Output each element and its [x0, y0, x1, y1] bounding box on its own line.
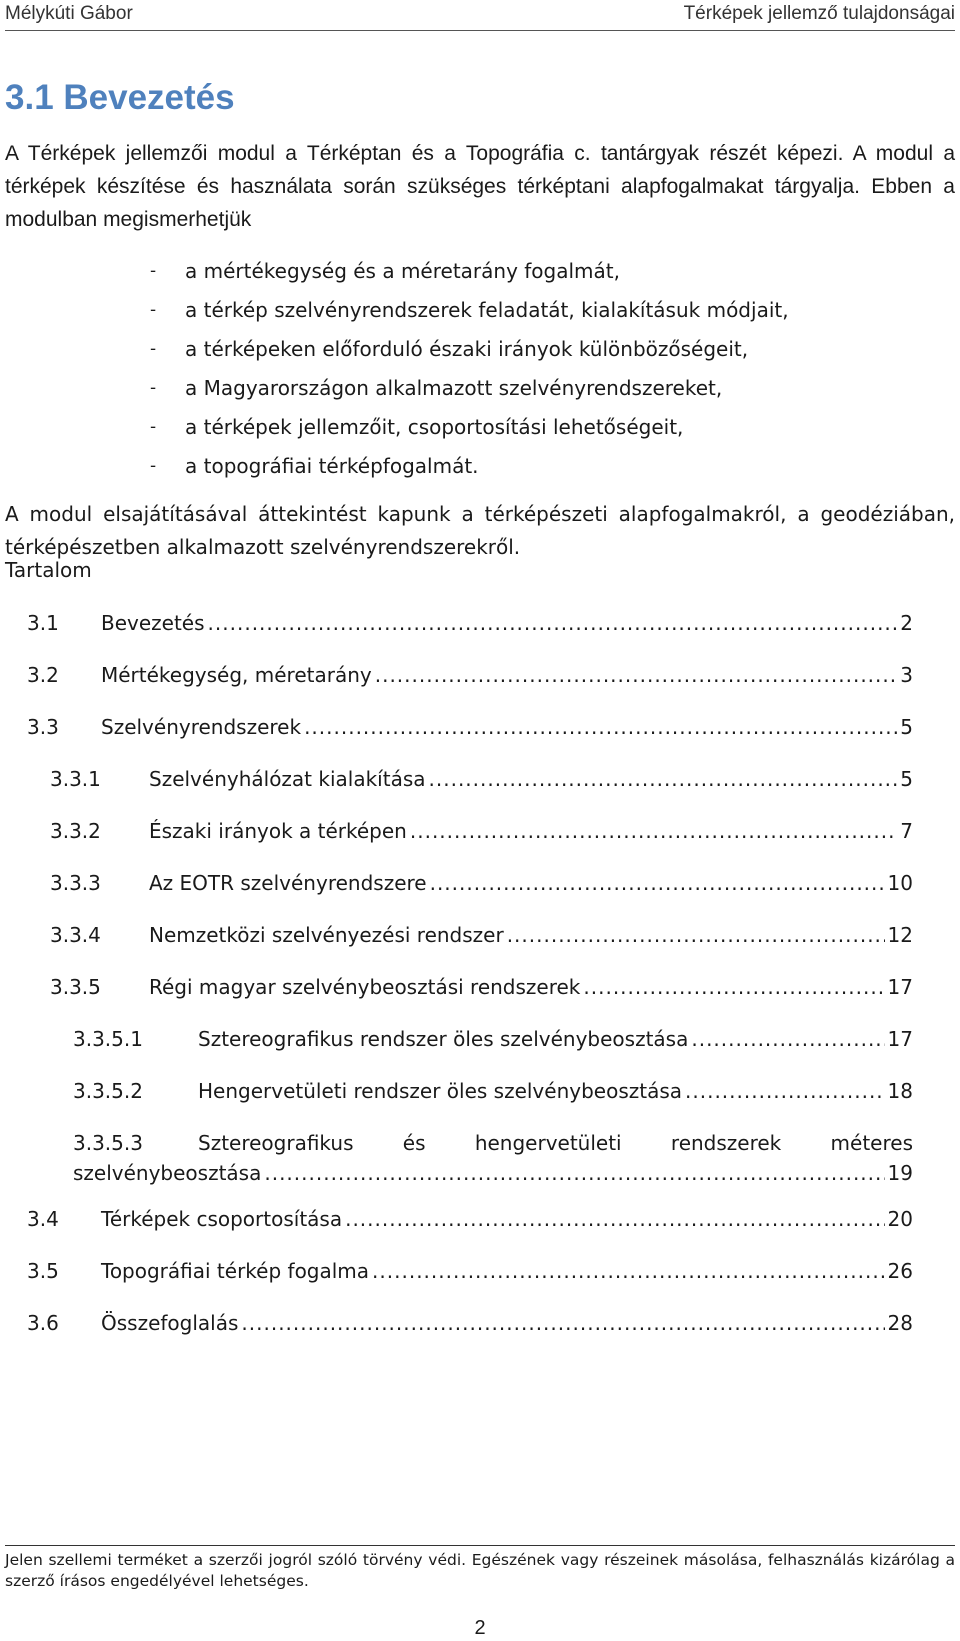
header-author: Mélykúti Gábor: [5, 3, 133, 24]
toc-number: 3.3.5.2: [73, 1079, 143, 1103]
toc-title: Térképek csoportosítása: [101, 1207, 343, 1231]
toc-page: 12: [887, 923, 913, 947]
toc-leader: [410, 816, 897, 846]
toc-title: Bevezetés: [101, 611, 205, 635]
toc-leader: [372, 1256, 885, 1286]
toc-number: 3.3.3: [50, 871, 101, 895]
toc-entry[interactable]: [0, 816, 960, 846]
toc-leader: [430, 868, 885, 898]
toc-entry[interactable]: [0, 712, 960, 742]
toc-title: Sztereografikus rendszer öles szelvénybeosztása: [198, 1027, 689, 1051]
toc-number: 3.2: [27, 663, 59, 687]
toc-leader: [241, 1308, 884, 1338]
toc-page: 28: [887, 1311, 913, 1335]
toc-leader: [304, 712, 897, 742]
toc-number: 3.6: [27, 1311, 59, 1335]
toc-entry[interactable]: [73, 1128, 913, 1188]
toc-title: Hengervetületi rendszer öles szelvénybeosztása: [198, 1079, 683, 1103]
toc-entry[interactable]: [0, 972, 960, 1002]
toc-title: Sztereografikus és hengervetületi rendszerek méteres: [198, 1131, 913, 1155]
toc-number: 3.3.1: [50, 767, 101, 791]
copyright-notice: Jelen szellemi terméket a szerzői jogról szóló törvény védi. Egészének vagy részeinek másolása, felhasználás kizárólag a szerző írásos engedélyével lehetséges.: [5, 1551, 955, 1590]
toc-leader: [208, 608, 898, 638]
footer-divider: [5, 1545, 955, 1546]
toc-title: Az EOTR szelvényrendszere: [149, 871, 427, 895]
toc-page: 2: [900, 611, 913, 635]
toc-title: Északi irányok a térképen: [149, 819, 407, 843]
toc-page: 7: [900, 819, 913, 843]
dash-marker: -: [150, 339, 157, 359]
toc-number: 3.3: [27, 715, 59, 739]
dash-marker: -: [150, 261, 157, 281]
toc-title: Szelvényrendszerek: [101, 715, 302, 739]
toc-page: 5: [900, 767, 913, 791]
toc-leader: [507, 920, 885, 950]
toc-entry[interactable]: [0, 1204, 960, 1234]
list-item: - a térképek jellemzőit, csoportosítási lehetőségeit,: [150, 412, 940, 451]
toc-page: 20: [887, 1207, 913, 1231]
toc-page: 18: [887, 1079, 913, 1103]
toc-leader: [691, 1024, 884, 1054]
toc-page: 26: [887, 1259, 913, 1283]
list-item: - a mértékegység és a méretarány fogalmát,: [150, 256, 940, 295]
dash-marker: -: [150, 417, 157, 437]
toc-entry[interactable]: [0, 1256, 960, 1286]
toc-leader: [345, 1204, 884, 1234]
list-item: - a Magyarországon alkalmazott szelvényrendszereket,: [150, 373, 940, 412]
toc-page: 17: [887, 975, 913, 999]
toc-number: 3.3.5.1: [73, 1027, 143, 1051]
toc-entry[interactable]: [0, 1024, 960, 1054]
dash-marker: -: [150, 456, 157, 476]
list-item: - a térkép szelvényrendszerek feladatát, kialakításuk módjait,: [150, 295, 940, 334]
list-item: - a topográfiai térképfogalmát.: [150, 451, 940, 490]
toc-page: 19: [887, 1161, 913, 1185]
toc-entry[interactable]: [0, 660, 960, 690]
toc-title: Mértékegység, méretarány: [101, 663, 372, 687]
toc-number: 3.3.5: [50, 975, 101, 999]
toc-page: 17: [887, 1027, 913, 1051]
toc-title: Összefoglalás: [101, 1311, 239, 1335]
toc-number: 3.5: [27, 1259, 59, 1283]
page-number: 2: [474, 1617, 486, 1639]
intro-paragraph: A Térképek jellemzői modul a Térképtan és a Topográfia c. tantárgyak részét képezi. A modul a térképek készítése és használata során szükséges térképtani alapfogalmakat tárgyalja. Ebben a modulban megismerhetjük: [5, 142, 955, 231]
toc-entry[interactable]: [0, 764, 960, 794]
summary-paragraph: A modul elsajátításával áttekintést kapunk a térképészeti alapfogalmakról, a geodéziában, térképészetben alkalmazott szelvényrendszerekről.: [5, 502, 955, 559]
toc-title: Nemzetközi szelvényezési rendszer: [149, 923, 504, 947]
dash-marker: -: [150, 300, 157, 320]
toc-title: Szelvényhálózat kialakítása: [149, 767, 426, 791]
toc-number: 3.3.2: [50, 819, 101, 843]
toc-number: 3.3.4: [50, 923, 101, 947]
toc-leader: [583, 972, 884, 1002]
dash-marker: -: [150, 378, 157, 398]
toc-heading: Tartalom: [5, 558, 92, 582]
toc-entry[interactable]: [0, 920, 960, 950]
toc-title: Régi magyar szelvénybeosztási rendszerek: [149, 975, 581, 999]
toc-number: 3.4: [27, 1207, 59, 1231]
page-header: [5, 0, 955, 28]
toc-page: 10: [887, 871, 913, 895]
toc-leader: [264, 1158, 884, 1188]
toc-page: 3: [900, 663, 913, 687]
toc-leader: [375, 660, 898, 690]
toc-title-continued: szelvénybeosztása: [73, 1161, 262, 1185]
toc-leader: [429, 764, 898, 794]
header-doc-title: Térképek jellemző tulajdonságai: [683, 3, 955, 24]
toc-entry[interactable]: [0, 608, 960, 638]
header-divider: [5, 30, 955, 31]
toc-number: 3.1: [27, 611, 59, 635]
toc-entry[interactable]: [0, 868, 960, 898]
toc-entry[interactable]: [0, 1076, 960, 1106]
section-title: 3.1 Bevezetés: [5, 78, 235, 117]
topic-list: [150, 256, 940, 490]
toc-number: 3.3.5.3: [73, 1131, 143, 1155]
toc-title: Topográfiai térkép fogalma: [101, 1259, 370, 1283]
toc-leader: [685, 1076, 885, 1106]
list-item: - a térképeken előforduló északi irányok különbözőségeit,: [150, 334, 940, 373]
toc-entry[interactable]: [0, 1308, 960, 1338]
toc-page: 5: [900, 715, 913, 739]
